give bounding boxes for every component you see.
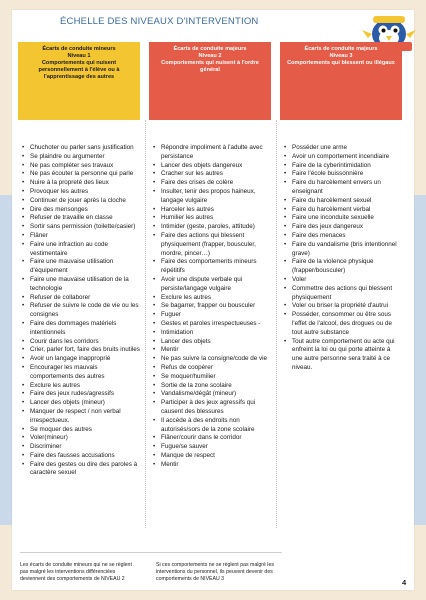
list-item: • Voler [292,276,402,285]
list-item: • Faire des actions qui blessent physiquement (frapper, bousculer, mordre, pincer…) [161,232,271,258]
list-item: • Exclure les autres [30,382,140,391]
list-item: • Courir dans les corridors [30,338,140,347]
list-item: • Répondre impoliment à l'adulte avec persistance [161,144,271,162]
list-item: • Encourager les mauvais comportements des autres [30,364,140,382]
list-item: • Faire de la cyberintimidation [292,162,402,171]
header-level: Niveau 2 [198,53,222,59]
list-item: • Faire du harcèlement verbal [292,206,402,215]
list-item: • Faire des dommages matériels intentionnels [30,320,140,338]
list-item: • Faire de la violence physique (frapper/bousculer) [292,258,402,276]
list-item: • Exclure les autres [161,294,271,303]
list-item: • Voler(mineur) [30,434,140,443]
list-item: • Se plaindre ou argumenter [30,153,140,162]
list-item: • Faire du vandalisme (bris intentionnel grave) [292,241,402,259]
list-item: • Se moquer/humilier [161,373,271,382]
header-level: Niveau 3 [329,53,353,59]
column-level-1 [18,42,140,478]
list-item: • Faire du harcèlement sexuel [292,197,402,206]
list-item: • Crier, parler fort, faire des bruits inutiles [30,346,140,355]
behavior-list-level-2 [149,144,271,469]
list-item: • Nuire à la propreté des lieux [30,179,140,188]
list-item: • Avoir une dispute verbale qui persiste/langage vulgaire [161,276,271,294]
list-item: • Refuser de collaborer [30,294,140,303]
list-item: • Fuguer [161,311,271,320]
list-item: • Refuser de suivre le code de vie ou les consignes [30,302,140,320]
list-item: • Ne pas suivre la consigne/code de vie [161,355,271,364]
page-number: 4 [402,578,407,587]
list-item: • Manquer de respect / non verbal irrespectueux. [30,408,140,426]
list-item: • Cracher sur les autres [161,170,271,179]
column-level-2 [149,42,271,469]
list-item: • Lancer des objets dangereux [161,162,271,171]
header-description: Comportements qui nuisent à l'ordre général [161,60,259,73]
list-item: • Refuser de travaille en classe [30,214,140,223]
footer-note-level-2: Si ces comportements ne se règlent pas malgré les interventions du personnel, ils peuvent devenir des comportements de NIVEAU 3 [156,562,274,582]
list-item: • Avoir un langage inapproprié [30,355,140,364]
list-item: • Faire des jeux dangereux [292,223,402,232]
list-item: • Il accède à des endroits non autorisés/sors de la zone scolaire [161,417,271,435]
list-item: • Faire une inconduite sexuelle [292,214,402,223]
list-item: • Faire du harcèlement envers un enseignant [292,179,402,197]
list-item: • Se bagarrer, frapper ou bousculer [161,302,271,311]
page-title: ÉCHELLE DES NIVEAUX D'INTERVENTION [60,16,259,27]
list-item: • Faire une infraction au code vestimentaire [30,241,140,259]
list-item: • Avoir un comportement incendiaire [292,153,402,162]
list-item: • Flâner [30,232,140,241]
list-item: • Manque de respect [161,452,271,461]
header-description: Comportements qui nuisent personnellement à l'élève ou à l'apprentissage des autres [38,60,120,80]
list-item: • Gestes et paroles irrespectueuses - [161,320,271,329]
list-item: • Lancer des objets [161,338,271,347]
column-divider [276,120,277,528]
list-item: • Faire des menaces [292,232,402,241]
list-item: • Lancer des objets (mineur) [30,399,140,408]
list-item: • Faire des gestes ou dire des paroles à caractère sexuel [30,461,140,479]
list-item: • Chuchoter ou parler sans justification [30,144,140,153]
header-category: Écarts de conduite mineurs [42,46,116,52]
list-item: • Intimidation [161,329,271,338]
list-item: • Commettre des actions qui blessent physiquement [292,285,402,303]
list-item: • Fugue/se sauver [161,443,271,452]
header-category: Écarts de conduite majeurs [173,46,247,52]
list-item: • Harceler les autres [161,206,271,215]
list-item: • Posséder, consommer ou être sous l'effet de l'alcool, des drogues ou de tout autre substance [292,311,402,337]
header-level-2 [149,42,271,120]
list-item: • Mentir [161,461,271,470]
list-item: • Insulter, tenir des propos haineux, langage vulgaire [161,188,271,206]
list-item: • Tout autre comportement ou acte qui enfreint la loi ou qui porte atteinte à une autre personne sera traité à ce niveau. [292,338,402,373]
behavior-list-level-3 [280,144,402,373]
list-item: • Sortie de la zone scolaire [161,382,271,391]
list-item: • Faire une mauvaise utilisation de la technologie [30,276,140,294]
list-item: • Faire des fausses accusations [30,452,140,461]
list-item: • Vandalisme/dégât (mineur) [161,390,271,399]
footer-rule [20,552,282,553]
list-item: • Faire des jeux rudes/agressifs [30,390,140,399]
list-item: • Intimider (geste, paroles, attitude) [161,223,271,232]
header-category: Écarts de conduite majeurs [304,46,378,52]
list-item: • Ne pas écouter la personne qui parle [30,170,140,179]
list-item: • Refus de coopérer [161,364,271,373]
list-item: • Se moquer des autres [30,426,140,435]
list-item: • Participer à des jeux agressifs qui causent des blessures [161,399,271,417]
list-item: • Provoquer les autres [30,188,140,197]
header-level-1 [18,42,140,120]
list-item: • Humilier les autres [161,214,271,223]
column-level-3 [280,42,402,373]
list-item: • Posséder une arme [292,144,402,153]
list-item: • Faire l'école buissonnière [292,170,402,179]
header-level: Niveau 1 [67,53,91,59]
list-item: • Mentir [161,346,271,355]
list-item: • Faire une mauvaise utilisation d'équipement [30,258,140,276]
list-item: • Ne pas compléter ses travaux [30,162,140,171]
behavior-list-level-1 [18,144,140,478]
column-divider [145,120,146,528]
list-item: • Continuer de jouer après la cloche [30,197,140,206]
list-item: • Faire des comportements mineurs répétitifs [161,258,271,276]
header-level-3 [280,42,402,120]
header-description: Comportements qui blessent ou illégaux [287,60,395,66]
list-item: • Dire des mensonges [30,206,140,215]
list-item: • Faire des crises de colère [161,179,271,188]
footer-note-level-1: Les écarts de conduite mineurs qui ne se règlent pas malgré les interventions différenciées deviennent des comportements de NIVEAU 2 [20,562,132,582]
list-item: • Discriminer [30,443,140,452]
list-item: • Sortir sans permission (toilette/casier) [30,223,140,232]
list-item: • Flâner/courir dans le corridor [161,434,271,443]
list-item: • Voler ou briser la propriété d'autrui [292,302,402,311]
